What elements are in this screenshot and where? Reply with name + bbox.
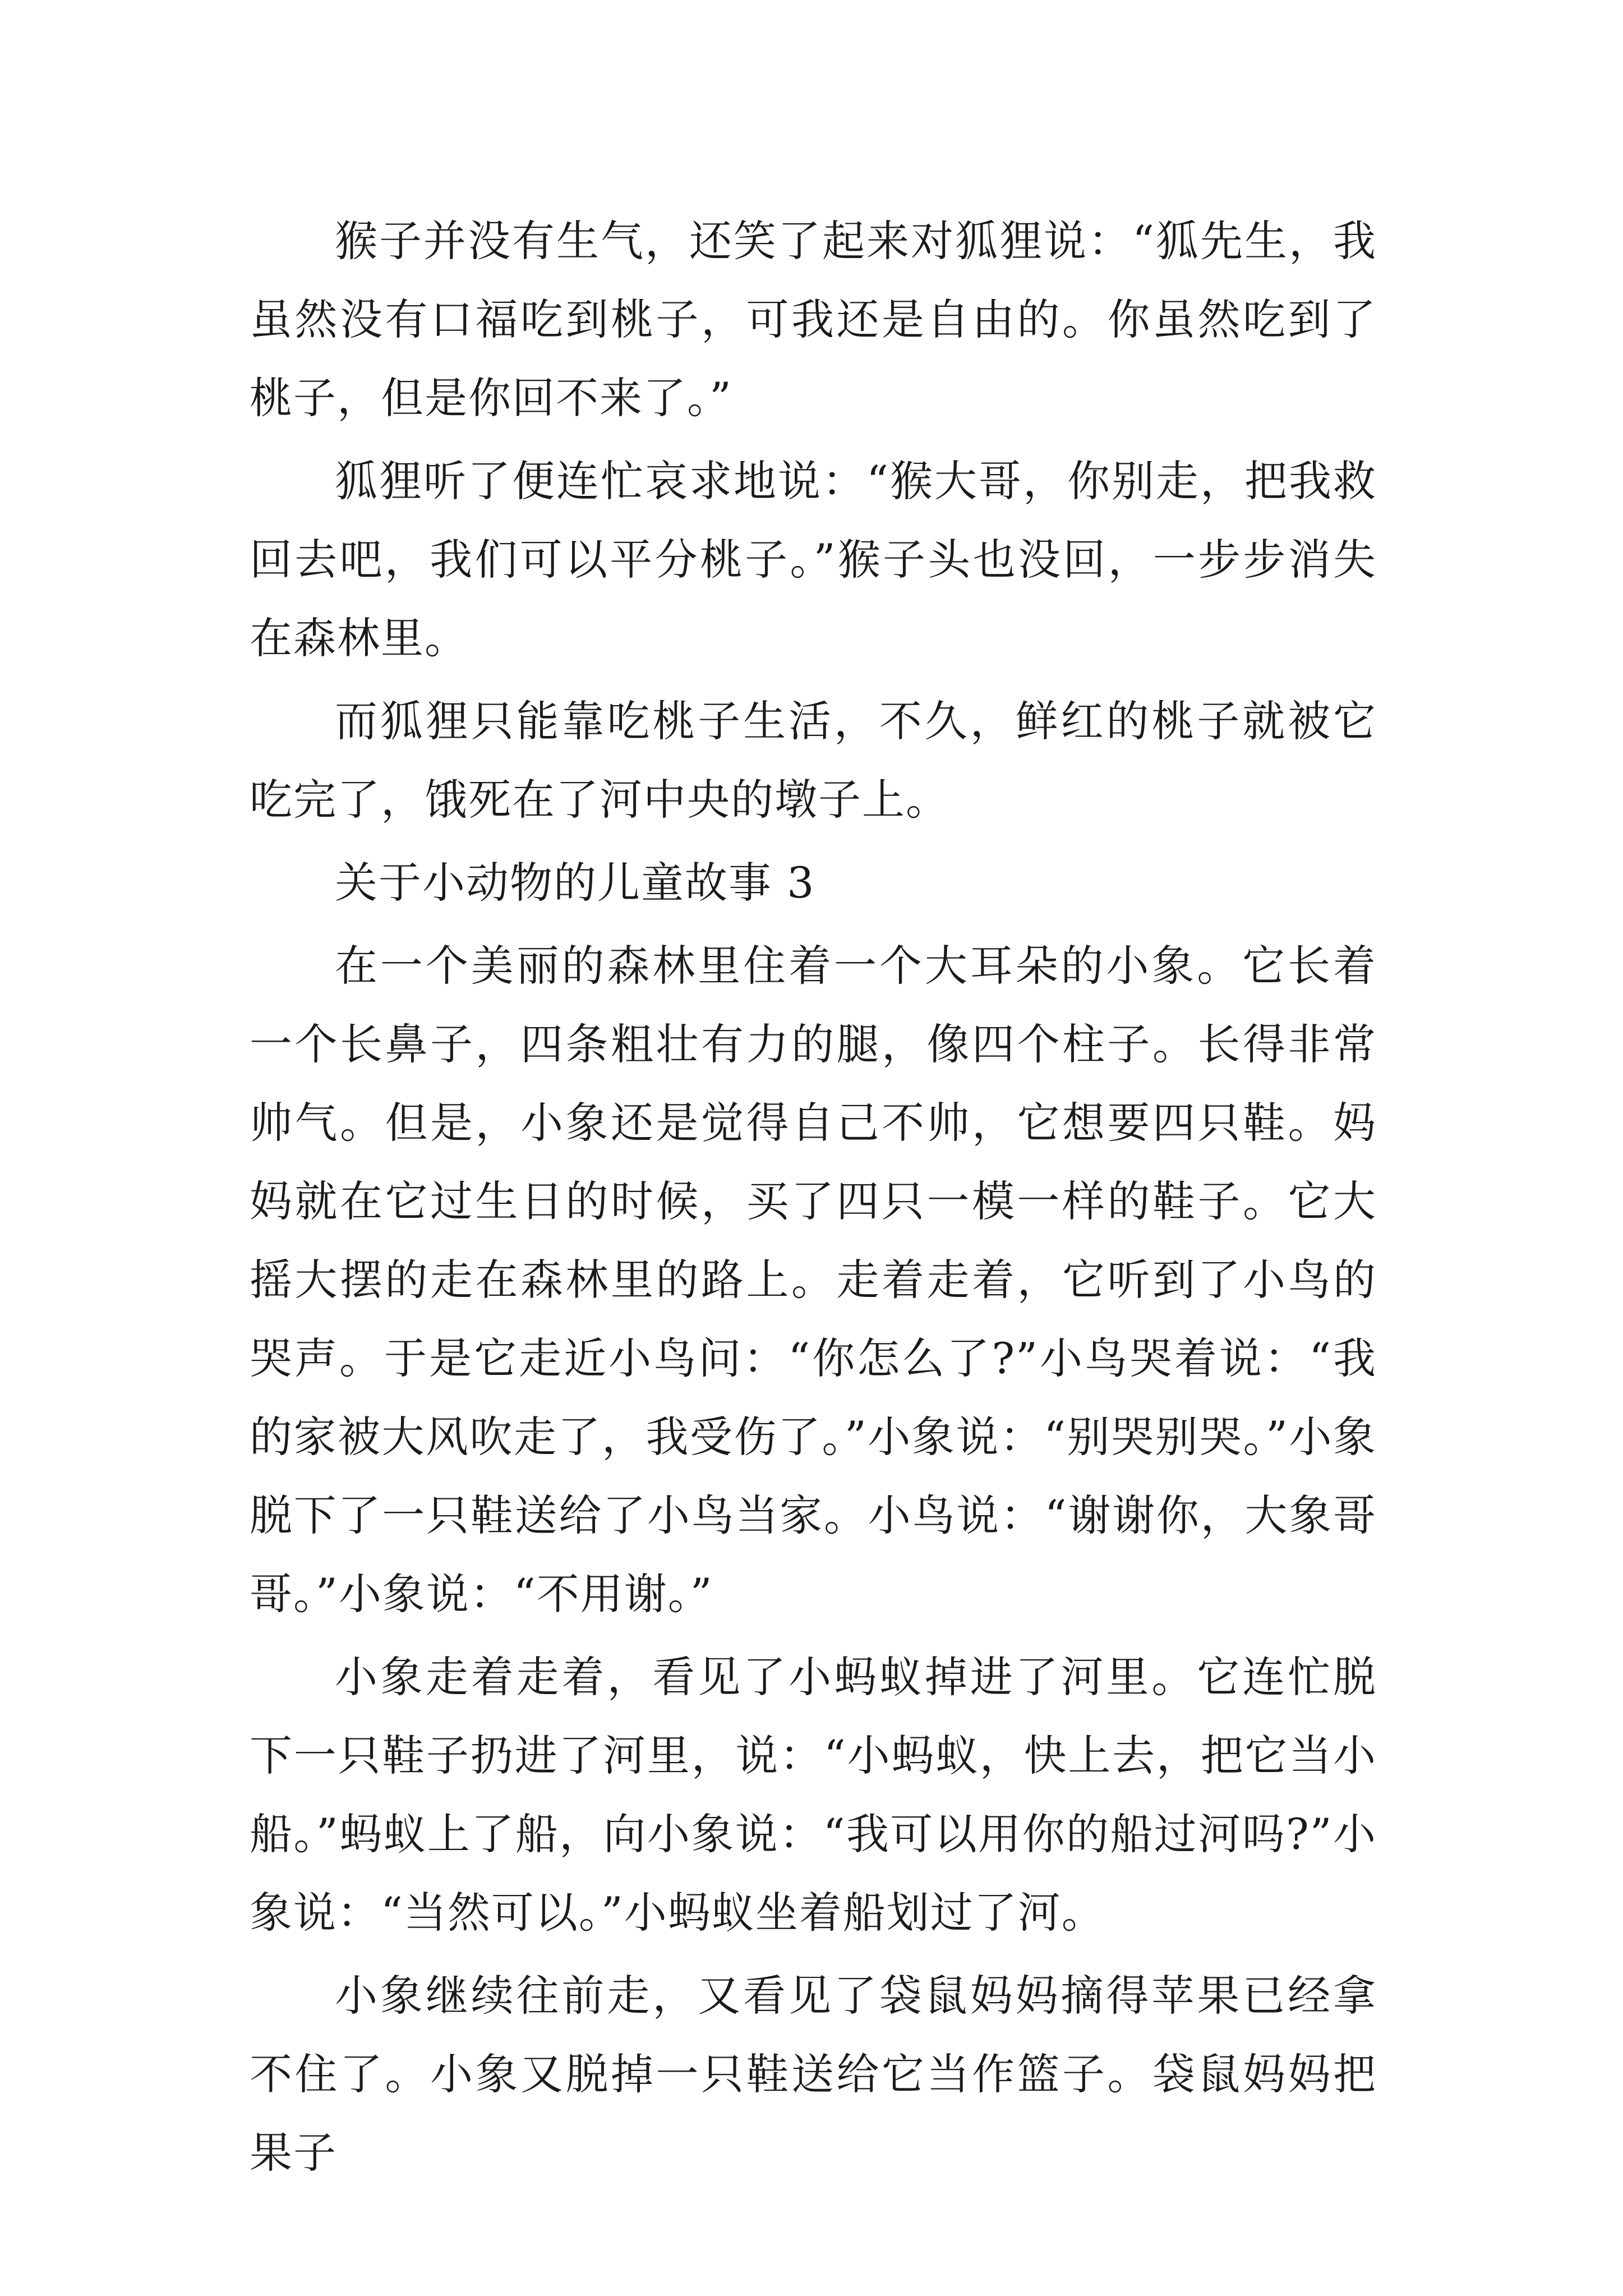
section-heading: 关于小动物的儿童故事 3	[335, 858, 815, 908]
document-body	[250, 202, 1377, 2197]
paragraph-3: 而狐狸只能靠吃桃子生活，不久，鲜红的桃子就被它吃完了，饿死在了河中央的墩子上。	[250, 696, 1377, 825]
story-paragraph-1: 在一个美丽的森林里住着一个大耳朵的小象。它长着一个长鼻子，四条粗壮有力的腿，像四个柱子。长得非常帅气。但是，小象还是觉得自己不帅，它想要四只鞋。妈妈就在它过生日的时候，买了四只一模一样的鞋子。它大摇大摆的走在森林里的路上。走着走着，它听到了小鸟的哭声。于是它走近小鸟问：“你怎么了?”小鸟哭着说：“我的家被大风吹走了，我受伤了。”小象说：“别哭别哭。”小象脱下了一只鞋送给了小鸟当家。小鸟说：“谢谢你，大象哥哥。”小象说：“不用谢。”	[250, 941, 1377, 1619]
paragraph-2: 狐狸听了便连忙哀求地说：“猴大哥，你别走，把我救回去吧，我们可以平分桃子。”猴子头也没回，一步步消失在森林里。	[250, 456, 1377, 663]
story-paragraph-2: 小象走着走着，看见了小蚂蚁掉进了河里。它连忙脱下一只鞋子扔进了河里，说：“小蚂蚁，快上去，把它当小船。”蚂蚁上了船，向小象说：“我可以用你的船过河吗?”小象说：“当然可以。”小蚂蚁坐着船划过了河。	[250, 1652, 1377, 1938]
paragraph-1: 猴子并没有生气，还笑了起来对狐狸说：“狐先生，我虽然没有口福吃到桃子，可我还是自由的。你虽然吃到了桃子，但是你回不来了。”	[250, 216, 1377, 423]
story-paragraph-3: 小象继续往前走，又看见了袋鼠妈妈摘得苹果已经拿不住了。小象又脱掉一只鞋送给它当作篮子。袋鼠妈妈把果子	[250, 1971, 1377, 2178]
